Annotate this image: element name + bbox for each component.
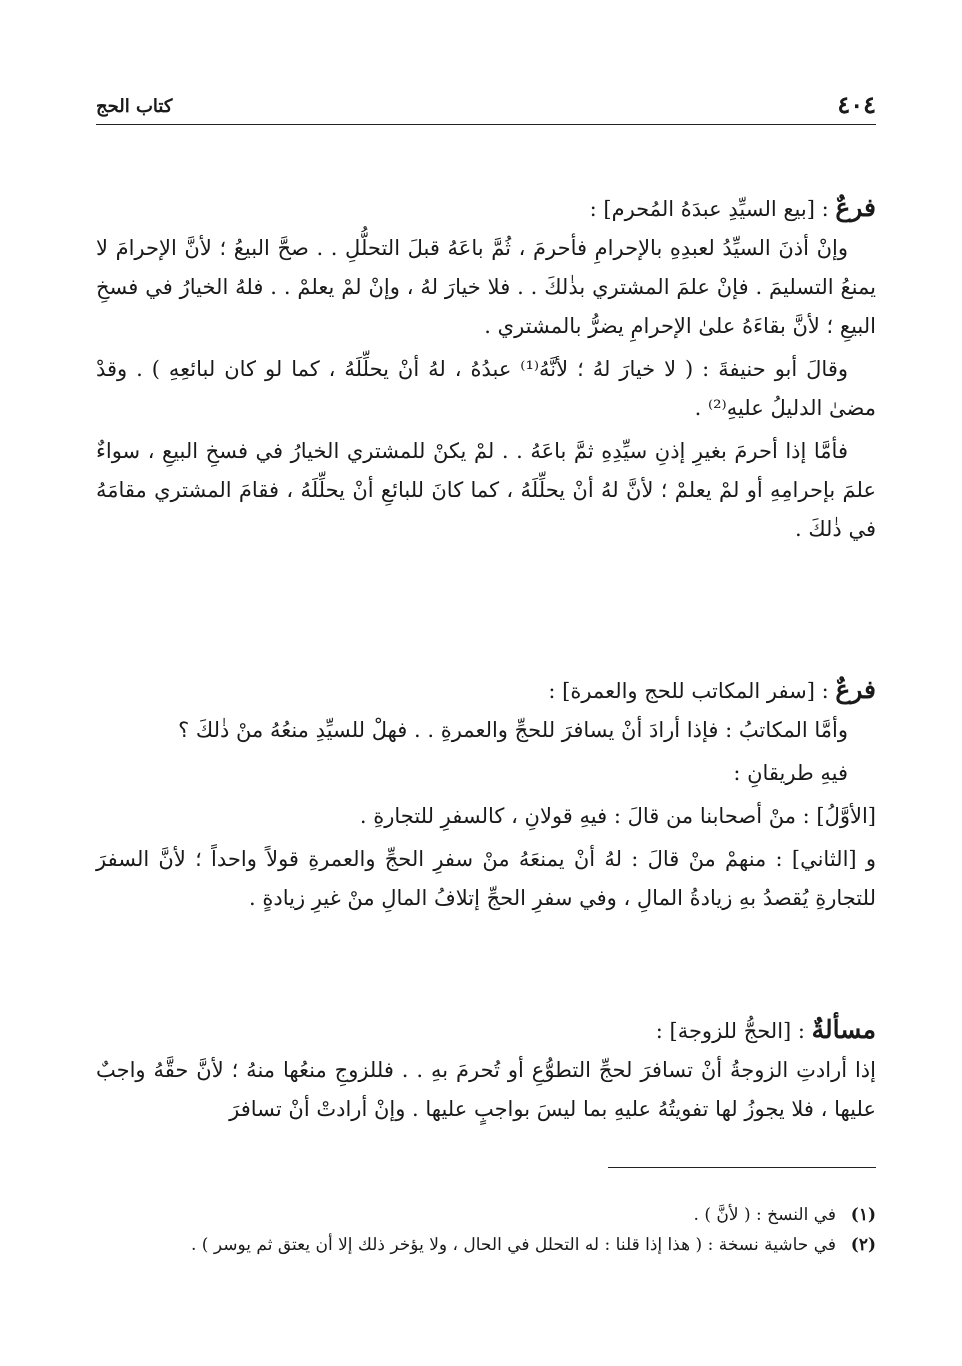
page-number: ٤٠٤	[837, 90, 876, 119]
paragraph: و [الثاني] : منهمْ منْ قالَ : لهُ أنْ يمنعَهُ منْ سفرِ الحجِّ والعمرةِ قولاً واحداً ؛ لأنَّ السفرَ للتجارةِ يُقصدُ بهِ زيادةُ المالِ ، وفي سفرِ الحجِّ إتلافُ المالِ منْ غيرِ زيادةٍ .	[96, 847, 876, 910]
footnote-divider	[608, 1167, 876, 1168]
footnote-text: في النسخ : ( لأنَّ ) .	[693, 1205, 836, 1225]
section-title: : [سفر المكاتب للحج والعمرة] :	[548, 679, 836, 703]
footnote	[96, 1200, 876, 1230]
paragraph: وقالَ أبو حنيفةَ : ( لا خيارَ لهُ ؛ لأنَّهُ⁽¹⁾ عبدُهُ ، لهُ أنْ يحلِّلَهُ ، كما لو كان لبائعِهِ ) . وقدْ مضىٰ الدليلُ عليهِ⁽²⁾ .	[96, 357, 876, 420]
paragraph: وإنْ أذنَ السيِّدُ لعبدِهِ بالإحرامِ فأحرمَ ، ثُمَّ باعَهُ قبلَ التحلُّلِ . . صحَّ البيعُ ؛ لأنَّ الإحرامَ لا يمنعُ التسليمَ . فإنْ علمَ المشتري بذٰلكَ . . فلا خيارَ لهُ ، وإنْ لمْ يعلمْ . . فلهُ الخيارُ في فسخِ البيعِ ؛ لأنَّ بقاءَهُ علىٰ الإحرامِ يضرُّ بالمشتري .	[96, 236, 876, 338]
section-label: فرعٌ	[835, 675, 876, 704]
book-page	[96, 0, 876, 1366]
paragraph: فيهِ طريقانِ :	[733, 761, 848, 785]
paragraph: إذا أرادتِ الزوجةُ أنْ تسافرَ لحجِّ التطوُّعِ أو تُحرمَ بهِ . . فللزوجِ منعُها منهُ ؛ لأنَّ حقَّهُ واجبٌ عليها ، فلا يجوزُ لها تفويتُهُ عليهِ بما ليسَ بواجبٍ عليها . وإنْ أرادتْ أنْ تسافرَ	[96, 1058, 876, 1121]
section-sale-of-muhrim-slave	[96, 188, 876, 553]
paragraph: [الأوَّلُ] : منْ أصحابنا من قالَ : فيهِ قولانِ ، كالسفرِ للتجارةِ .	[359, 804, 876, 828]
section-label: فرعٌ	[835, 193, 876, 222]
section-label: مسألةٌ	[811, 1015, 876, 1044]
section-title: : [بيع السيِّدِ عبدَهُ المُحرم] :	[589, 197, 836, 221]
section-title: : [الحجُّ للزوجة] :	[655, 1019, 812, 1043]
section-mukatab-travel	[96, 670, 876, 922]
section-heading	[96, 1010, 876, 1051]
paragraph: فأمَّا إذا أحرمَ بغيرِ إذنِ سيِّدِهِ ثمَّ باعَهُ . . لمْ يكنْ للمشتري الخيارُ في فسخِ البيعِ ، سواءٌ علمَ بإحرامِهِ أو لمْ يعلمْ ؛ لأنَّ لهُ أنْ يحلِّلَهُ ، كما كانَ للبائعِ أنْ يحلِّلَهُ ، فقامَ المشتري مقامَهُ في ذٰلكَ .	[96, 439, 876, 541]
section-wife-hajj	[96, 1010, 876, 1133]
footnotes	[96, 1200, 876, 1260]
page-header	[96, 90, 876, 125]
footnote	[96, 1230, 876, 1260]
running-head: كتاب الحج	[96, 96, 173, 117]
section-heading	[96, 670, 876, 711]
paragraph: وأمَّا المكاتبُ : فإذا أرادَ أنْ يسافرَ للحجِّ والعمرةِ . . فهلْ للسيِّدِ منعُهُ منْ ذٰلكَ ؟	[178, 718, 848, 742]
footnote-text: في حاشية نسخة : ( هذا إذا قلنا : له التحلل في الحال ، ولا يؤخر ذلك إلا أن يعتق ثم يوسر ) .	[191, 1235, 836, 1255]
footnote-number: (٢)	[850, 1235, 876, 1255]
footnote-number: (١)	[850, 1205, 876, 1225]
section-heading	[96, 188, 876, 229]
